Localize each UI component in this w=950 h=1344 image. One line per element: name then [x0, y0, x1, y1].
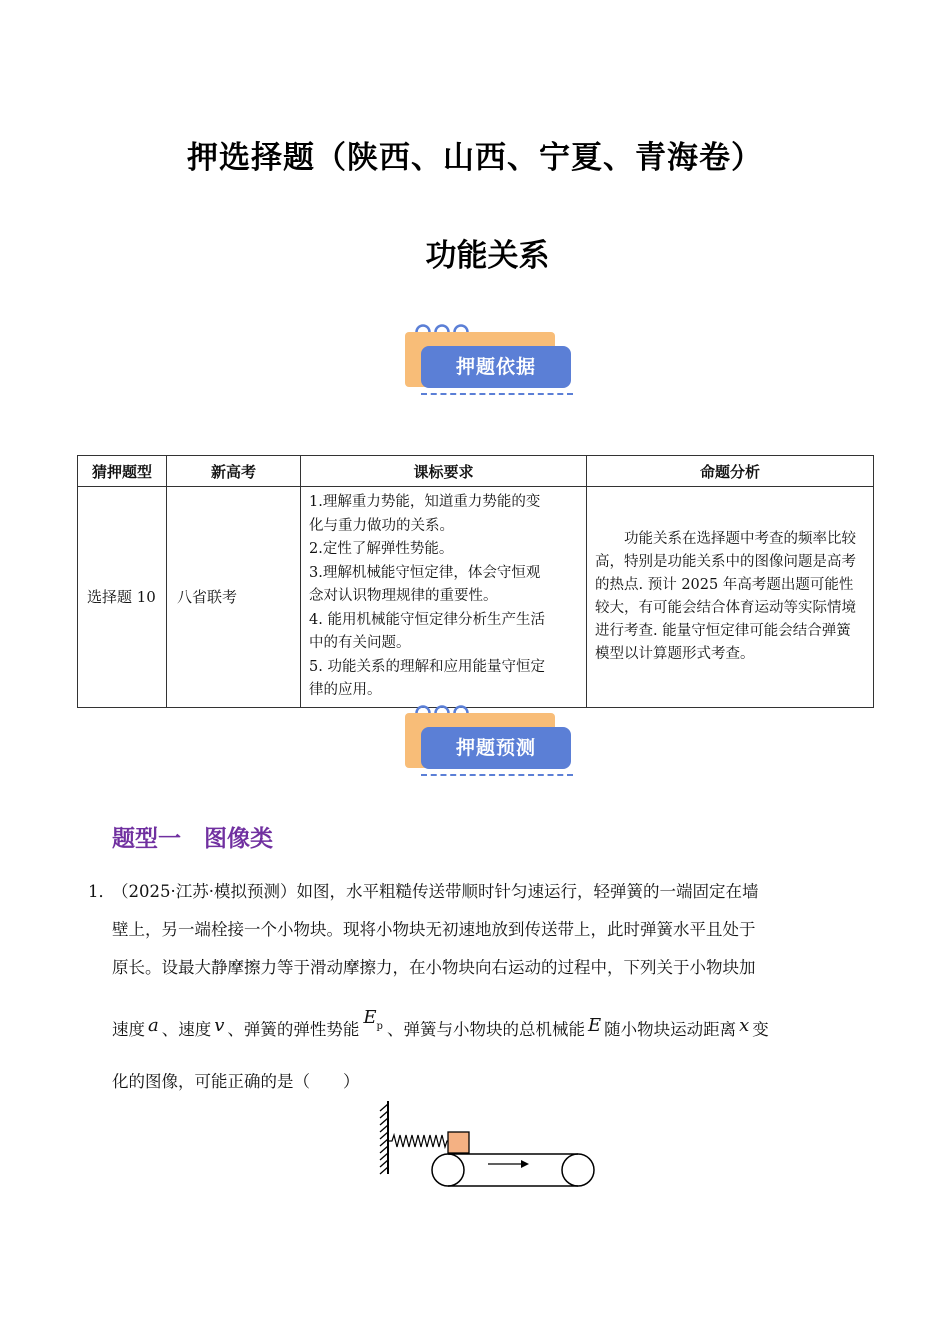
block [448, 1132, 469, 1153]
cell-analysis: 功能关系在选择题中考查的频率比较高，特别是功能关系中的图像问题是高考的热点. 预计 2025 年高考题出题可能性较大，有可能会结合体育运动等实际情境进行考查. 能量守恒定律可能会结合弹簧模型以计算题形式考查。 [587, 487, 874, 708]
question-line: 原长。设最大静摩擦力等于滑动摩擦力，在小物块向右运动的过程中，下列关于小物块加 [112, 958, 756, 977]
requirement-line: 中的有关问题。 [309, 635, 411, 651]
requirement-line: 4. 能用机械能守恒定律分析生产生活 [309, 611, 545, 628]
page-title: 押选择题（陕西、山西、宁夏、青海卷） [187, 140, 763, 176]
table-header: 命题分析 [587, 456, 874, 487]
badge-divider [421, 393, 573, 395]
predict-badge-label: 押题预测 [455, 737, 536, 759]
cell-exam: 八省联考 [167, 487, 301, 708]
table-header: 猜押题型 [78, 456, 167, 487]
basis-badge [405, 322, 580, 402]
section-heading: 题型一 图像类 [112, 826, 273, 852]
table-header: 课标要求 [301, 456, 587, 487]
page-subtitle: 功能关系 [425, 238, 550, 274]
cell-requirements [301, 487, 587, 708]
badge-divider [421, 774, 573, 776]
table-header: 新高考 [167, 456, 301, 487]
requirement-line: 念对认识物理规律的重要性。 [309, 588, 498, 604]
requirement-line: 3.理解机械能守恒定律，体会守恒观 [309, 564, 541, 581]
requirement-line: 化与重力做功的关系。 [309, 517, 454, 534]
question-line: 化的图像，可能正确的是（ ） [112, 1072, 360, 1091]
requirement-line: 律的应用。 [309, 682, 382, 698]
var-E: E [587, 1015, 602, 1036]
requirement-line: 5. 功能关系的理解和应用能量守恒定 [309, 658, 545, 675]
right-pulley [562, 1154, 594, 1186]
var-Ep: E [363, 1007, 377, 1028]
var-v: v [214, 1015, 225, 1036]
left-pulley [432, 1154, 464, 1186]
requirement-line: 2.定性了解弹性势能。 [309, 541, 454, 557]
cell-question-type: 选择题 10 [78, 487, 167, 708]
question-line: 速度 a 、速度 v 、弹簧的弹性势能$E^p$ 、弹簧与小物块的总机械能 E 随小物块运动距离 x 变 [112, 1007, 769, 1039]
spring [388, 1135, 448, 1147]
wall-hatching [380, 1104, 388, 1174]
conveyor-belt-diagram [376, 1098, 606, 1193]
arrow-head-icon [521, 1160, 529, 1168]
question-line: （2025·江苏·模拟预测）如图，水平粗糙传送带顺时针匀速运行，轻弹簧的一端固定在墙 [112, 882, 759, 901]
table-header-row [78, 456, 874, 487]
predict-badge [405, 703, 580, 783]
basis-badge-label: 押题依据 [455, 356, 536, 378]
var-Ep-subscript: p [376, 1021, 383, 1032]
table-row [78, 487, 874, 708]
question-line: 壁上，另一端栓接一个小物块。现将小物块无初速地放到传送带上，此时弹簧水平且处于 [112, 920, 756, 939]
var-x: x [739, 1015, 750, 1036]
question-number: 1． [88, 882, 115, 901]
var-a: a [148, 1015, 159, 1036]
basis-table [77, 455, 874, 708]
requirement-line: 1.理解重力势能，知道重力势能的变 [309, 494, 541, 510]
